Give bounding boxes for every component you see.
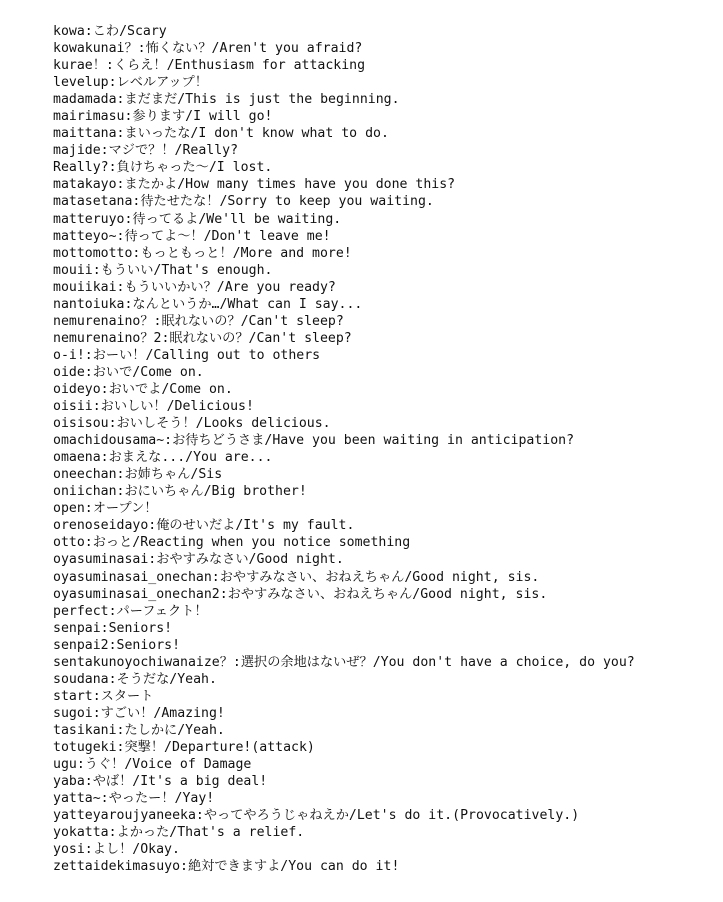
text-line: zettaidekimasuyo:絶対できますよ/You can do it! — [53, 859, 400, 875]
text-line: tasikani:たしかに/Yeah. — [53, 722, 225, 738]
text-line: omachidousama~:お待ちどうさま/Have you been waiting in anticipation? — [53, 433, 575, 449]
text-line: sugoi:すごい！/Amazing! — [53, 705, 225, 721]
text-line: oneechan:お姉ちゃん/Sis — [53, 467, 223, 483]
text-line: matasetana:待たせたな！/Sorry to keep you waiting. — [53, 194, 434, 210]
text-line: yosi:よし！/Okay. — [53, 842, 180, 858]
text-line: start:スタート — [53, 688, 154, 704]
text-line: majide:マジで？！/Really? — [53, 143, 239, 159]
text-line: oideyo:おいでよ/Come on. — [53, 381, 233, 397]
text-line: oyasuminasai_onechan:おやすみなさい、おねえちゃん/Good night, sis. — [53, 569, 540, 585]
text-line: matteruyo:待ってるよ/We'll be waiting. — [53, 211, 342, 227]
text-line: madamada:まだまだ/This is just the beginning. — [53, 92, 400, 108]
text-document — [53, 23, 718, 875]
text-line: yokatta:よかった/That's a relief. — [53, 825, 305, 841]
text-line: mouiikai:もういいかい？/Are you ready? — [53, 279, 336, 295]
text-line: oisii:おいしい！/Delicious! — [53, 399, 254, 415]
text-line: senpai:Seniors! — [53, 620, 173, 636]
text-line: maittana:まいったな/I don't know what to do. — [53, 126, 389, 142]
text-line: mottomotto:もっともっと！/More and more! — [53, 245, 352, 261]
text-line: senpai2:Seniors! — [53, 637, 181, 653]
text-line: otto:おっと/Reacting when you notice something — [53, 535, 411, 551]
text-line: orenoseidayo:俺のせいだよ/It's my fault. — [53, 518, 355, 534]
text-line: omaena:おまえな.../You are... — [53, 450, 273, 466]
text-line: sentakunoyochiwanaize？:選択の余地はないぜ？/You don't have a choice, do you? — [53, 654, 635, 670]
text-line: ugu:うぐ！/Voice of Damage — [53, 757, 252, 773]
text-line: perfect:パーフェクト！ — [53, 603, 208, 619]
text-line: nantoiuka:なんというか…/What can I say... — [53, 296, 363, 312]
text-line: nemurenaino？:眠れないの？/Can't sleep? — [53, 313, 344, 329]
text-line: mairimasu:参ります/I will go! — [53, 109, 273, 125]
text-line: Really?:負けちゃった～/I lost. — [53, 160, 273, 176]
text-line: mouii:もういい/That's enough. — [53, 262, 273, 278]
text-line: totugeki:突撃！/Departure!(attack) — [53, 739, 315, 755]
text-line: yatta~:やったー！/Yay! — [53, 791, 215, 807]
text-line: matakayo:またかよ/How many times have you done this? — [53, 177, 456, 193]
text-line: oisisou:おいしそう！/Looks delicious. — [53, 416, 331, 432]
text-line: nemurenaino？2:眠れないの？/Can't sleep? — [53, 330, 352, 346]
text-line: yatteyaroujyaneeka:やってやろうじゃねえか/Let's do it.(Provocatively.) — [53, 808, 580, 824]
text-line: kowa:こわ/Scary — [53, 24, 167, 39]
text-line: levelup:レベルアップ！ — [53, 75, 208, 91]
text-line: open:オープン！ — [53, 501, 158, 517]
text-line: oyasuminasai_onechan2:おやすみなさい、おねえちゃん/Good night, sis. — [53, 586, 548, 602]
text-line: kurae！:くらえ！/Enthusiasm for attacking — [53, 58, 366, 74]
text-line: matteyo~:待ってよ～！/Don't leave me! — [53, 228, 331, 244]
text-line: oniichan:おにいちゃん/Big brother! — [53, 484, 307, 500]
text-line: o-i!:おーい！/Calling out to others — [53, 347, 321, 363]
text-line: oyasuminasai:おやすみなさい/Good night. — [53, 552, 344, 568]
text-line: soudana:そうだな/Yeah. — [53, 671, 217, 687]
text-line: kowakunai？:怖くない？/Aren't you afraid? — [53, 41, 363, 57]
text-line: yaba:やば！/It's a big deal! — [53, 774, 268, 790]
text-line: oide:おいで/Come on. — [53, 364, 204, 380]
